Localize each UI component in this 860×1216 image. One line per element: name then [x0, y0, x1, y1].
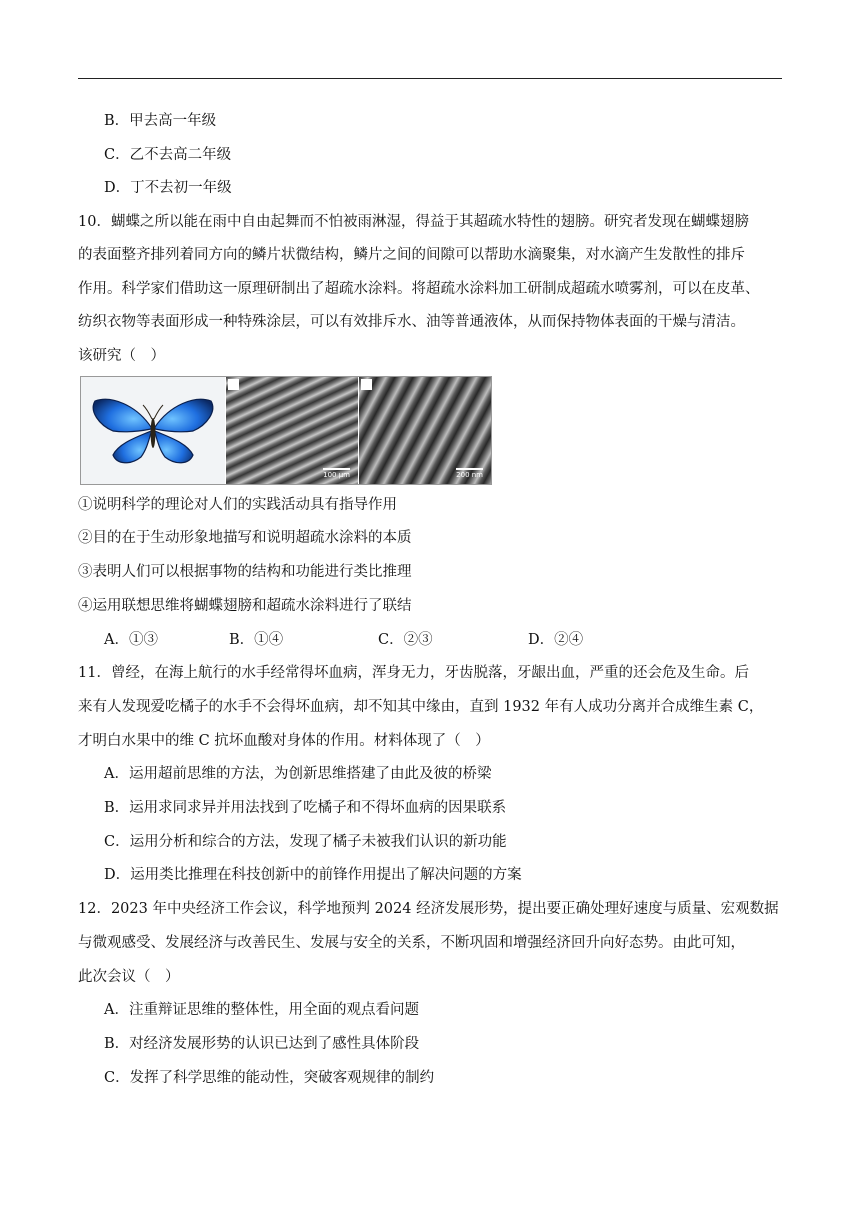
q12-option-c: C．发挥了科学思维的能动性，突破客观规律的制约: [104, 1070, 435, 1086]
scale-micrograph: [226, 377, 358, 484]
q11-option-c: C．运用分析和综合的方法，发现了橘子未被我们认识的新功能: [104, 834, 507, 850]
q12-option-a: A．注重辩证思维的整体性，用全面的观点看问题: [104, 1002, 419, 1018]
q10-choice-c: C．②③: [378, 632, 433, 648]
q10-statement-3: ③表明人们可以根据事物的结构和功能进行类比推理: [78, 564, 412, 580]
q12-option-b: B．对经济发展形势的认识已达到了感性具体阶段: [104, 1036, 420, 1052]
q10-statement-2: ②目的在于生动形象地描写和说明超疏水涂料的本质: [78, 530, 412, 546]
q10-choice-a: A．①③: [104, 632, 158, 648]
q10-statement-1: ①说明科学的理论对人们的实践活动具有指导作用: [78, 497, 397, 513]
nanostructure-micrograph: [359, 377, 491, 484]
q11-option-d: D．运用类比推理在科技创新中的前锋作用提出了解决问题的方案: [104, 867, 522, 883]
q10-stem-line-1: 10．蝴蝶之所以能在雨中自由起舞而不怕被雨淋湿，得益于其超疏水特性的翅膀。研究者发现在蝴蝶翅膀: [78, 214, 749, 230]
q11-stem-line-3: 才明白水果中的维 C 抗坏血酸对身体的作用。材料体现了（ ）: [78, 733, 490, 749]
q10-stem-line-3: 作用。科学家们借助这一原理研制出了超疏水涂料。将超疏水涂料加工研制成超疏水喷雾剂，可以在皮革、: [78, 281, 760, 297]
q10-stem-line-5: 该研究（ ）: [78, 348, 165, 364]
panel-label-box: [361, 379, 372, 390]
q9-option-b: B．甲去高一年级: [104, 113, 217, 129]
q9-option-c: C．乙不去高二年级: [104, 147, 232, 163]
butterfly-figure: [80, 376, 492, 485]
q11-option-a: A．运用超前思维的方法，为创新思维搭建了由此及彼的桥梁: [104, 766, 492, 782]
q12-stem-line-3: 此次会议（ ）: [78, 969, 180, 985]
butterfly-photo: [81, 377, 225, 484]
q9-option-d: D．丁不去初一年级: [104, 180, 232, 196]
header-rule: [78, 78, 782, 79]
q10-statement-4: ④运用联想思维将蝴蝶翅膀和超疏水涂料进行了联结: [78, 598, 412, 614]
q10-stem-line-4: 纺织衣物等表面形成一种特殊涂层，可以有效排斥水、油等普通液体，从而保持物体表面的干燥与清洁。: [78, 314, 745, 330]
q11-stem-line-1: 11．曾经，在海上航行的水手经常得坏血病，浑身无力，牙齿脱落，牙龈出血，严重的还会危及生命。后: [78, 665, 749, 681]
q10-choices: [104, 630, 704, 650]
scale-bar-100um: 100 μm: [323, 468, 350, 479]
butterfly-icon: [81, 377, 225, 484]
panel-label-box: [228, 379, 239, 390]
q11-option-b: B．运用求同求异并用法找到了吃橘子和不得坏血病的因果联系: [104, 800, 507, 816]
scale-bar-200nm: 200 nm: [456, 468, 483, 479]
q12-stem-line-1: 12．2023 年中央经济工作会议，科学地预判 2024 经济发展形势，提出要正确处理好速度与质量、宏观数据: [78, 901, 779, 917]
q10-stem-line-2: 的表面整齐排列着同方向的鳞片状微结构，鳞片之间的间隙可以帮助水滴聚集，对水滴产生发散性的排斥: [78, 247, 745, 263]
q11-stem-line-2: 来有人发现爱吃橘子的水手不会得坏血病，却不知其中缘由，直到 1932 年有人成功分离并合成维生素 C，: [78, 699, 764, 715]
q10-choice-d: D．②④: [528, 632, 584, 648]
q10-choice-b: B．①④: [229, 632, 284, 648]
q12-stem-line-2: 与微观感受、发展经济与改善民生、发展与安全的关系，不断巩固和增强经济回升向好态势。由此可知，: [78, 935, 745, 951]
